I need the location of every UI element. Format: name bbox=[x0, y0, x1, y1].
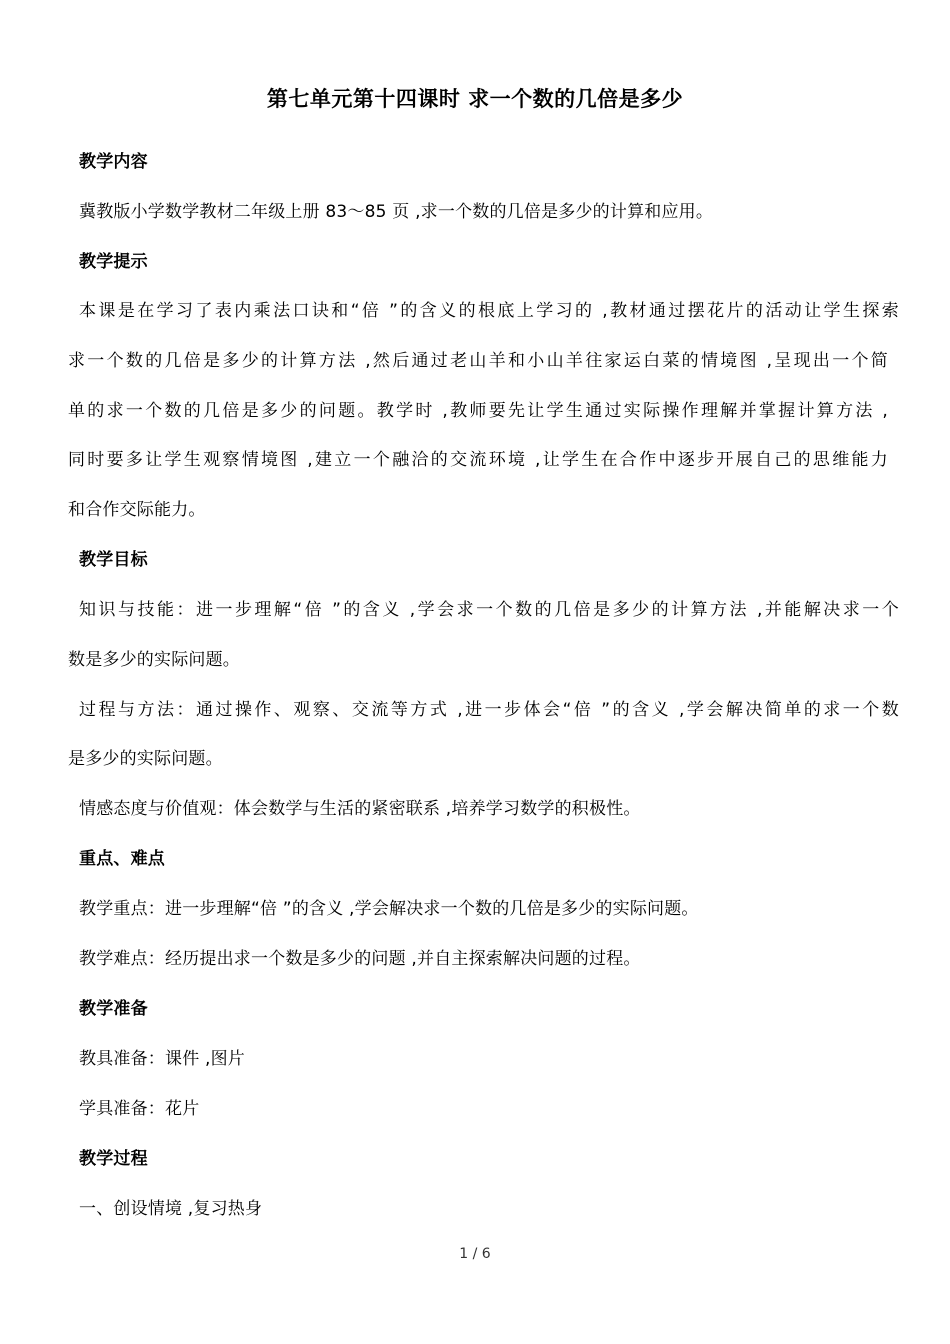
goals-emotion: 情感态度与价值观：体会数学与生活的紧密联系 ,培养学习数学的积极性。 bbox=[79, 799, 641, 819]
tips-line: 本课是在学习了表内乘法口诀和“倍 ”的含义的根底上学习的 ,教材通过摆花片的活动让学生探索 bbox=[79, 301, 899, 321]
section-heading-goals: 教学目标 bbox=[79, 550, 148, 570]
process-step-1: 一、创设情境 ,复习热身 bbox=[79, 1199, 263, 1219]
goals-process-line: 是多少的实际问题。 bbox=[68, 749, 223, 769]
goals-process-line: 过程与方法：通过操作、观察、交流等方式 ,进一步体会“倍 ”的含义 ,学会解决简单的求一个数 bbox=[79, 700, 899, 720]
content-text: 冀教版小学数学教材二年级上册 83～85 页 ,求一个数的几倍是多少的计算和应用。 bbox=[79, 202, 714, 222]
difficult-point: 教学难点：经历提出求一个数是多少的问题 ,并自主探索解决问题的过程。 bbox=[79, 949, 641, 969]
key-point: 教学重点：进一步理解“倍 ”的含义 ,学会解决求一个数的几倍是多少的实际问题。 bbox=[79, 899, 699, 919]
prep-student: 学具准备：花片 bbox=[79, 1099, 200, 1119]
section-heading-process: 教学过程 bbox=[79, 1149, 148, 1169]
prep-teacher: 教具准备：课件 ,图片 bbox=[79, 1049, 246, 1069]
page-number: 1 / 6 bbox=[459, 1246, 491, 1262]
section-heading-key: 重点、难点 bbox=[79, 849, 165, 869]
section-heading-tips: 教学提示 bbox=[79, 252, 148, 272]
section-heading-prep: 教学准备 bbox=[79, 999, 148, 1019]
tips-line: 单的求一个数的几倍是多少的问题。教学时 ,教师要先让学生通过实际操作理解并掌握计算方法 , bbox=[68, 401, 888, 421]
tips-line: 和合作交际能力。 bbox=[68, 500, 206, 520]
goals-knowledge-line: 数是多少的实际问题。 bbox=[68, 650, 240, 670]
tips-line: 求一个数的几倍是多少的计算方法 ,然后通过老山羊和小山羊往家运白菜的情境图 ,呈现出一个简 bbox=[68, 351, 888, 371]
document-title: 第七单元第十四课时 求一个数的几倍是多少 bbox=[266, 87, 684, 111]
section-heading-content: 教学内容 bbox=[79, 152, 148, 172]
goals-knowledge-line: 知识与技能：进一步理解“倍 ”的含义 ,学会求一个数的几倍是多少的计算方法 ,并能解决求一个 bbox=[79, 600, 899, 620]
tips-line: 同时要多让学生观察情境图 ,建立一个融洽的交流环境 ,让学生在合作中逐步开展自己的思维能力 bbox=[68, 450, 888, 470]
